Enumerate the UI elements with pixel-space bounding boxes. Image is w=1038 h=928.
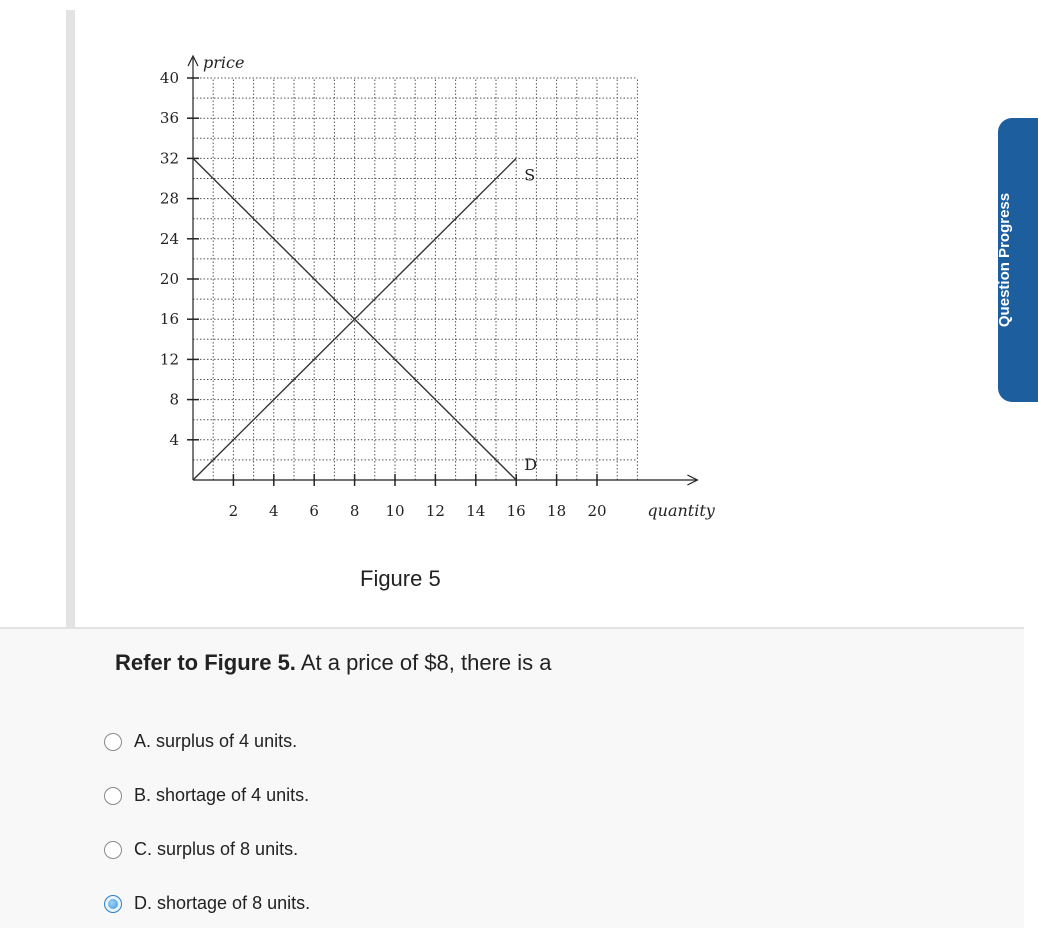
- y-tick-label: 28: [159, 189, 179, 208]
- y-tick-label: 16: [159, 310, 179, 329]
- question-body: At a price of $8, there is a: [295, 650, 552, 675]
- y-tick-label: 24: [159, 229, 179, 248]
- option-label: D. shortage of 8 units.: [134, 893, 311, 913]
- question-progress-tab[interactable]: [998, 118, 1038, 402]
- option-b[interactable]: [104, 785, 309, 806]
- option-label: A. surplus of 4 units.: [134, 731, 298, 751]
- option-d[interactable]: [104, 893, 310, 914]
- option-a[interactable]: [104, 731, 297, 752]
- x-tick-label: 2: [228, 502, 239, 520]
- radio-button[interactable]: [104, 841, 122, 859]
- x-tick-label: 4: [269, 502, 279, 520]
- x-tick-label: 16: [506, 502, 526, 520]
- y-tick-label: 12: [159, 350, 179, 369]
- y-tick-label: 36: [159, 109, 179, 128]
- supply-label: S: [524, 165, 536, 185]
- x-tick-label: 18: [547, 502, 567, 520]
- y-tick-label: 4: [169, 430, 179, 449]
- x-tick-label: 8: [349, 502, 360, 520]
- radio-button[interactable]: [104, 895, 122, 913]
- x-tick-label: 14: [466, 502, 486, 520]
- supply-demand-chart: [75, 40, 715, 530]
- x-tick-label: 12: [425, 502, 445, 520]
- option-label: C. surplus of 8 units.: [134, 839, 299, 859]
- x-tick-label: 10: [385, 502, 405, 520]
- demand-label: D: [524, 455, 538, 474]
- question-progress-label: Question Progress: [996, 192, 1013, 328]
- x-tick-label: 6: [309, 502, 319, 520]
- y-tick-label: 20: [159, 270, 179, 288]
- figure-caption: Figure 5: [360, 566, 441, 591]
- question-text: [115, 650, 552, 676]
- radio-button[interactable]: [104, 733, 122, 751]
- question-lead: Refer to Figure 5.: [115, 650, 296, 675]
- radio-button[interactable]: [104, 787, 122, 805]
- y-tick-label: 40: [159, 69, 179, 87]
- y-tick-label: 8: [169, 390, 179, 409]
- y-axis-label: price: [203, 53, 245, 72]
- y-tick-label: 32: [159, 149, 179, 168]
- option-label: B. shortage of 4 units.: [134, 785, 310, 805]
- x-tick-label: 20: [587, 502, 607, 520]
- x-axis-label: quantity: [647, 501, 715, 520]
- option-c[interactable]: [104, 839, 298, 860]
